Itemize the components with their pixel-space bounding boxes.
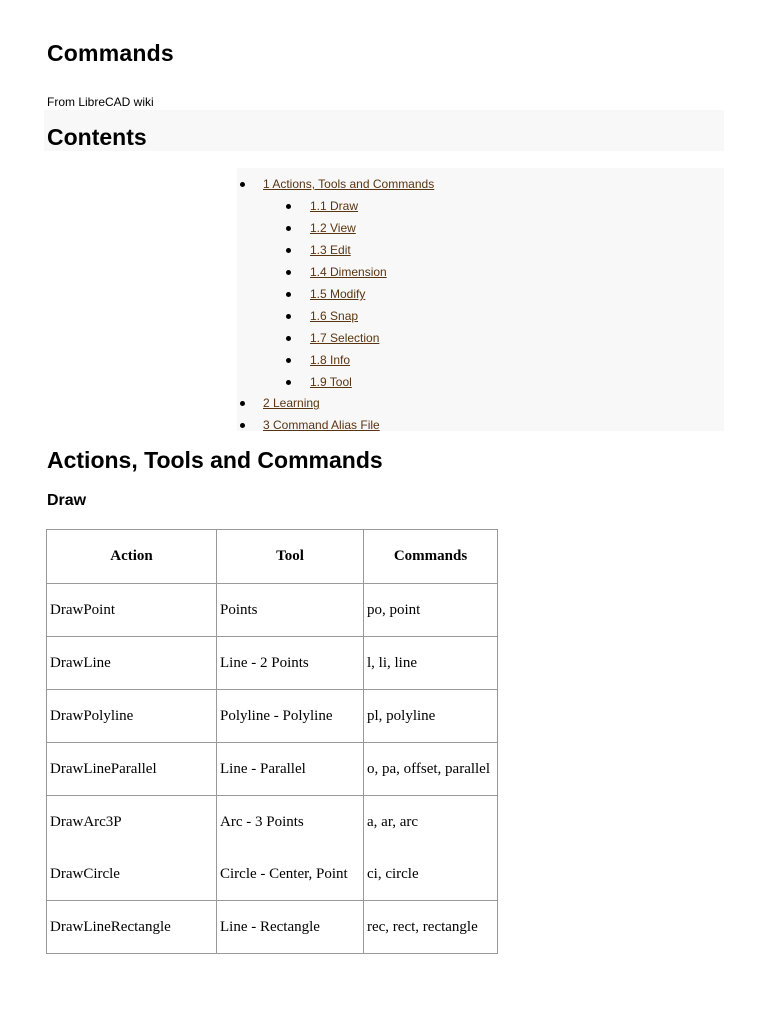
table-header-row — [47, 530, 498, 584]
table-row — [47, 901, 498, 954]
toc-item-draw — [286, 199, 358, 213]
cell-commands: po, point — [364, 584, 498, 637]
bullet-icon — [286, 248, 291, 253]
subsection-heading-draw: Draw — [47, 492, 87, 509]
bullet-icon — [286, 336, 291, 341]
toc-item-info — [286, 353, 350, 367]
cell-tool: Line - 2 Points — [217, 637, 364, 690]
section-heading: Actions, Tools and Commands — [47, 447, 383, 473]
cell-action: DrawLine — [47, 637, 217, 690]
toc-link-learning[interactable]: 2 Learning — [263, 396, 320, 410]
cell-commands: pl, polyline — [364, 690, 498, 743]
cell-commands: l, li, line — [364, 637, 498, 690]
toc-item-actions-tools-commands — [240, 177, 434, 191]
toc-item-command-alias-file — [240, 418, 380, 432]
cell-action: DrawArc3P — [47, 796, 217, 849]
toc-link-edit[interactable]: 1.3 Edit — [310, 243, 351, 257]
table-row — [47, 584, 498, 637]
table-row — [47, 743, 498, 796]
cell-action: DrawPolyline — [47, 690, 217, 743]
toc-item-edit — [286, 243, 351, 257]
toc-link-draw[interactable]: 1.1 Draw — [310, 199, 359, 213]
bullet-icon — [286, 314, 291, 319]
bullet-icon — [286, 226, 291, 231]
cell-tool: Points — [217, 584, 364, 637]
toc-link-actions-tools-commands[interactable]: 1 Actions, Tools and Commands — [263, 177, 435, 191]
toc-link-selection[interactable]: 1.7 Selection — [310, 331, 380, 345]
table-row — [47, 796, 498, 849]
toc-item-tool — [286, 375, 352, 389]
source-line: From LibreCAD wiki — [47, 95, 154, 109]
toc-item-snap — [286, 309, 358, 323]
cell-commands: ci, circle — [364, 848, 498, 901]
cell-tool: Circle - Center, Point — [217, 848, 364, 901]
toc-item-view — [286, 221, 356, 235]
cell-action: DrawLineRectangle — [47, 901, 217, 954]
bullet-icon — [286, 270, 291, 275]
toc-item-dimension — [286, 265, 387, 279]
toc-item-modify — [286, 287, 365, 301]
page-title: Commands — [47, 40, 174, 66]
bullet-icon — [240, 423, 245, 428]
toc-link-snap[interactable]: 1.6 Snap — [310, 309, 359, 323]
column-header-action: Action — [47, 530, 217, 584]
bullet-icon — [240, 401, 245, 406]
draw-commands-table — [46, 529, 498, 954]
table-row — [47, 690, 498, 743]
cell-action: DrawLineParallel — [47, 743, 217, 796]
bullet-icon — [286, 204, 291, 209]
bullet-icon — [240, 182, 245, 187]
column-header-tool: Tool — [217, 530, 364, 584]
cell-commands: o, pa, offset, parallel — [364, 743, 498, 796]
toc-link-tool[interactable]: 1.9 Tool — [310, 375, 352, 389]
table-row — [47, 848, 498, 901]
cell-tool: Line - Rectangle — [217, 901, 364, 954]
cell-action: DrawPoint — [47, 584, 217, 637]
toc-link-view[interactable]: 1.2 View — [310, 221, 356, 235]
bullet-icon — [286, 292, 291, 297]
table-row — [47, 637, 498, 690]
toc-link-modify[interactable]: 1.5 Modify — [310, 287, 366, 301]
toc-link-dimension[interactable]: 1.4 Dimension — [310, 265, 387, 279]
toc-link-command-alias-file[interactable]: 3 Command Alias File — [263, 418, 380, 432]
cell-tool: Arc - 3 Points — [217, 796, 364, 849]
contents-heading: Contents — [47, 124, 147, 150]
cell-tool: Line - Parallel — [217, 743, 364, 796]
cell-commands: rec, rect, rectangle — [364, 901, 498, 954]
cell-commands: a, ar, arc — [364, 796, 498, 849]
column-header-commands: Commands — [364, 530, 498, 584]
toc-item-learning — [240, 396, 320, 410]
toc-link-info[interactable]: 1.8 Info — [310, 353, 351, 367]
bullet-icon — [286, 380, 291, 385]
bullet-icon — [286, 358, 291, 363]
cell-tool: Polyline - Polyline — [217, 690, 364, 743]
cell-action: DrawCircle — [47, 848, 217, 901]
toc-item-selection — [286, 331, 379, 345]
